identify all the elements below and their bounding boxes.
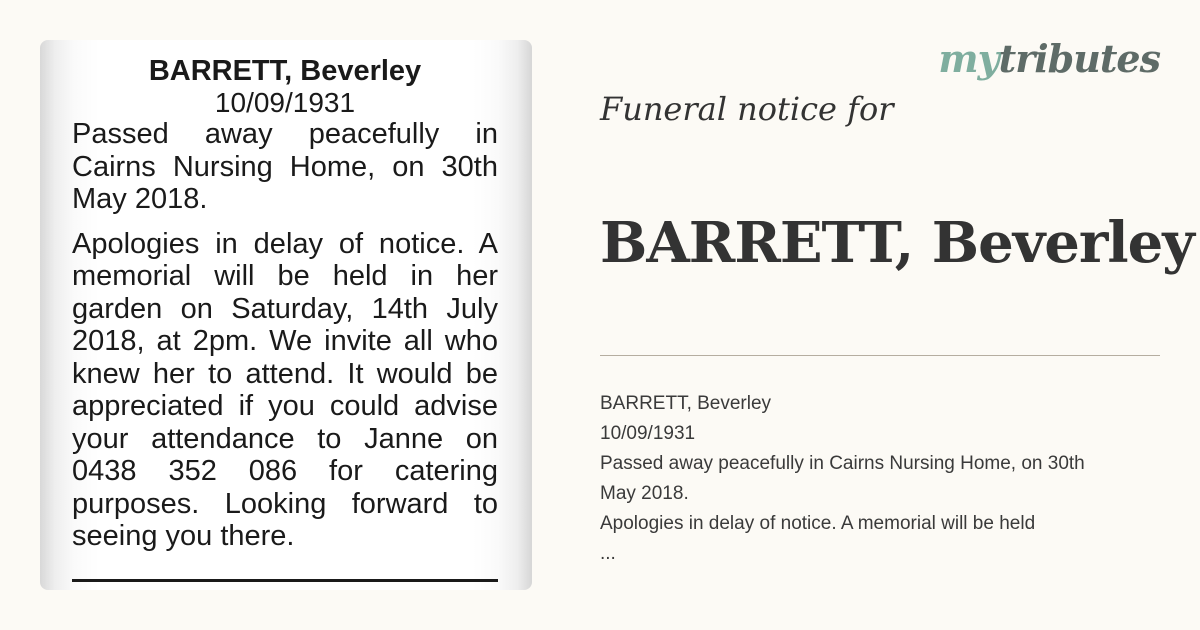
divider [600,355,1160,356]
mytributes-logo[interactable] [938,36,1160,81]
clipping-paragraph-2: Apologies in delay of notice. A memorial will be held in her garden on Saturday, 14th July 2018, at 2pm. We invite all who knew her to attend. It would be appreciated if you could advise your attendance to Janne on 0438 352 086 for catering purposes. Looking forward to seeing you there. [72,227,498,552]
excerpt-line: BARRETT, Beverley [600,393,772,414]
excerpt-line: 10/09/1931 [600,423,696,444]
notice-clipping-image [40,40,532,590]
clipping-name: BARRETT, Beverley [148,55,422,87]
excerpt-line: Apologies in delay of notice. A memorial will be held [600,513,1036,534]
clipping-dob: 10/09/1931 [214,87,356,118]
excerpt-line: Passed away peacefully in Cairns Nursing Home, on 30th [600,453,1085,474]
excerpt-ellipsis: ... [600,543,616,564]
clipping-paragraph-1: Passed away peacefully in Cairns Nursing Home, on 30th May 2018. [72,118,498,215]
page-subtitle: Funeral notice for [600,90,894,128]
logo-tributes-text: tributes [998,36,1160,81]
clipping-bottom-rule [72,579,498,582]
notice-excerpt [600,389,1175,569]
excerpt-line: May 2018. [600,483,689,504]
clipping-text [72,54,498,553]
deceased-name-title: BARRETT, Beverley [600,210,1194,276]
logo-my-text: my [938,36,999,81]
